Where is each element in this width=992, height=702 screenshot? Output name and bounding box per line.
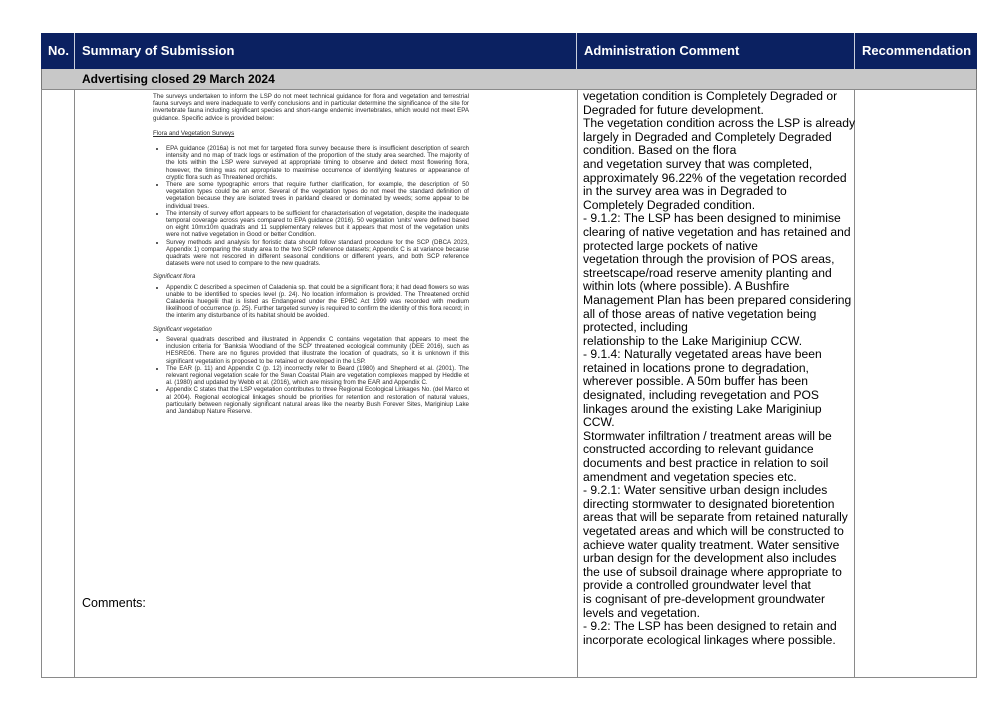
list-item: • Appendix C described a specimen of Caladenia sp. that could be a significant flora; it had dead flowers so was unable to be identified to species level (p. 24). No location information is provided. The Threatened orchid Caladenia huegelii that is listed as Endangered under the EPBC Act 1999 was recorded with medium likelihood of occurrence (p. 25). Further targeted survey is required to confirm the identity of this flora record; in the interim any disturbance of its habitat should be avoided. (166, 284, 469, 320)
header-admin-comment: Administration Comment (584, 43, 740, 58)
admin-line: largely in Degraded and Completely Degraded (583, 129, 832, 144)
admin-line: - 9.2: The LSP has been designed to retain and (583, 619, 837, 634)
list-item: • EPA guidance (2016a) is not met for targeted flora survey because there is insufficient description of search intensity and no map of track logs or estimation of the proportion of the study area searched. The majority of the lots within the LSP were surveyed at appropriate timing to observe and detect most flowering flora, however, the timing was not appropriate to maximise occurrence of identifying features or appearance of cryptic flora such as Threatened orchids. (166, 145, 469, 181)
admin-line: the use of subsoil drainage where appropriate to (583, 564, 842, 579)
header-no: No. (48, 43, 69, 58)
submission-heading-flora: Flora and Vegetation Surveys (153, 129, 235, 137)
admin-line: constructed according to relevant guidance (583, 442, 814, 457)
admin-line: approximately 96.22% of the vegetation recorded (583, 170, 847, 185)
admin-line: wherever possible. A 50m buffer has been (583, 374, 808, 389)
administration-comment (583, 90, 855, 647)
submission-scanned-excerpt (153, 93, 469, 421)
admin-line: streetscape/road reserve amenity planting and (583, 265, 832, 280)
column-divider (74, 90, 75, 677)
submission-heading-significant-flora: Significant flora (153, 273, 196, 281)
header-summary: Summary of Submission (82, 43, 235, 58)
admin-line: all of those areas of native vegetation being (583, 306, 817, 321)
admin-line: Stormwater infiltration / treatment areas will be (583, 428, 832, 443)
admin-line: is cognisant of pre-development groundwater (583, 591, 826, 606)
admin-line: vegetation condition is Completely Degraded or (583, 89, 838, 103)
admin-line: areas that will be separate from retained naturally (583, 510, 848, 525)
submission-heading-significant-vegetation: Significant vegetation (153, 325, 212, 333)
list-item: • Appendix C states that the LSP vegetation contributes to three Regional Ecological Linkages No. (del Marco et al 2004). Regional ecological linkages should be priorities for retention and restoration of natural values, particularly between regionally significant natural areas like the nearby Bush Forever Sites, Mariginiup Lake and Jandabup Nature Reserve. (166, 386, 469, 415)
flora-bullet-list (153, 145, 469, 267)
table-row (41, 89, 977, 678)
admin-line: retained in locations prone to degradation, (583, 360, 809, 375)
admin-line: clearing of native vegetation and has retained and (583, 224, 851, 239)
admin-line: documents and best practice in relation to soil (583, 456, 829, 471)
admin-line: amendment and vegetation species etc. (583, 469, 797, 484)
admin-line: Management Plan has been prepared considering (583, 292, 852, 307)
admin-line: linkages around the existing Lake Mariginiup (583, 401, 822, 416)
header-recommendation: Recommendation (862, 43, 972, 58)
admin-line: levels and vegetation. (583, 605, 700, 620)
significant-vegetation-list (153, 336, 469, 415)
submission-intro: The surveys undertaken to inform the LSP do not meet technical guidance for flora and vegetation and terrestrial fauna surveys and were inadequate to verify conclusions and in particular determine the significance of the site for invertebrate fauna including significant species and short-range endemic invertebrates, which would not meet EPA guidance. Specific advice is provided below: (153, 93, 469, 122)
admin-line: Completely Degraded condition. (583, 197, 756, 212)
admin-line: protected large pockets of native (583, 238, 758, 253)
admin-line: relationship to the Lake Mariginiup CCW. (583, 333, 803, 348)
admin-line: and vegetation survey that was completed, (583, 156, 813, 171)
admin-line: within lots (where possible). A Bushfire (583, 279, 790, 294)
admin-line: vegetated areas and which will be constructed to (583, 524, 844, 538)
section-row (41, 69, 977, 89)
admin-line: - 9.1.4: Naturally vegetated areas have been (583, 347, 822, 362)
admin-line: incorporate ecological linkages where possible. (583, 632, 836, 647)
admin-line: - 9.2.1: Water sensitive urban design includes (583, 483, 828, 498)
admin-line: Degraded for future development. (583, 102, 764, 117)
list-item: • Several quadrats described and illustrated in Appendix C contains vegetation that appears to meet the inclusion criteria for 'Banksia Woodland of the SCP' threatened ecological community (DEE 2016), such as HESRE06. There are no figures provided that illustrate the location of quadrats, so it is unknown if this significant vegetation is proposed to be retained or developed in the LSP. (166, 336, 469, 365)
list-item: • Survey methods and analysis for floristic data should follow standard procedure for the SCP (DBCA 2023, Appendix 1) comparing the study area to the two SCP reference datasets; Appendix C is at variance because quadrats were not rescored in different seasonal conditions or different years, and both SCP reference datasets were not used to compare to the new quadrats. (166, 239, 469, 268)
admin-line: - 9.1.2: The LSP has been designed to minimise (583, 211, 841, 226)
admin-line: condition. Based on the flora (583, 143, 737, 158)
section-title: Advertising closed 29 March 2024 (82, 72, 275, 86)
admin-line: achieve water quality treatment. Water sensitive (583, 537, 840, 552)
table-header (41, 33, 977, 69)
column-divider (577, 90, 578, 677)
admin-line: protected, including (583, 320, 688, 335)
admin-line: urban design for the development also includes (583, 551, 837, 566)
comments-label: Comments: (82, 596, 146, 610)
admin-line: vegetation through the provision of POS areas, (583, 252, 835, 267)
significant-flora-list (153, 284, 469, 320)
admin-line: CCW. (583, 415, 615, 430)
admin-line: The vegetation condition across the LSP is already (583, 116, 856, 131)
admin-line: designated, including revegetation and POS (583, 388, 819, 403)
admin-line: in the survey area was in Degraded to (583, 184, 787, 199)
list-item: • The EAR (p. 11) and Appendix C (p. 12) incorrectly refer to Beard (1980) and Shepherd et al. (2001). The relevant regional vegetation scale for the Swan Coastal Plain are vegetation complexes mapped by Heddle et al. (1980) and updated by Webb et al. (2016), which are missing from the EAR and Appendix C. (166, 365, 469, 387)
admin-line: directing stormwater to designated bioretention (583, 496, 835, 511)
list-item: • There are some typographic errors that require further clarification, for example, the description of 50 vegetation types could be an error. Several of the vegetation types do not meet the standard definition of vegetation because they are isolated trees in parkland cleared or dominated by weeds; some appear to be individual trees. (166, 181, 469, 210)
list-item: • The intensity of survey effort appears to be sufficient for characterisation of vegetation, despite the inadequate temporal coverage across years compared to EPA guidance (2016). 50 vegetation 'units' were defined based on eight 10mx10m quadrats and 11 supplementary releves but it appears that most of the vegetation units were not native vegetation in Good or better Condition. (166, 210, 469, 239)
admin-line: provide a controlled groundwater level that (583, 578, 811, 593)
